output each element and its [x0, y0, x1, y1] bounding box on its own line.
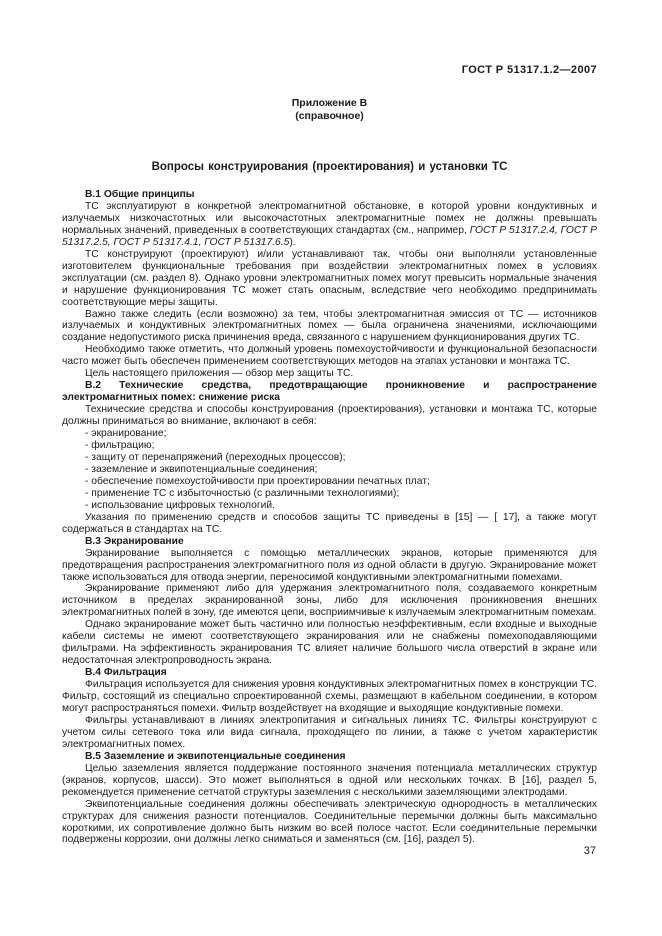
paragraph: Технические средства и способы конструирования (проектирования), установки и монтажа ТС, которые должны приниматься во внимание, включают в себя: [62, 404, 597, 428]
paragraph: Однако экранирование может быть частично или полностью неэффективным, если входные и выходные кабели системы не имеют соответствующего экранирования или не снабжены помехоподавляющими фильтрами. На эффективность экранирования ТС влияет наличие большого числа отверстий в экране или недостаточная электропроводность экрана. [62, 619, 597, 667]
paragraph: Фильтры устанавливают в линиях электропитания и сигнальных линиях ТС. Фильтры конструируют с учетом силы сетевого тока или вида сигнала, проходящего по линии, а также с учетом характеристик электромагнитных помех. [62, 714, 597, 750]
paragraph: Важно также следить (если возможно) за тем, чтобы электромагнитная эмиссия от ТС — источников излучаемых и кондуктивных электромагнитных помех — была ограничена значениями, исключающими создание недопустимого риска причинения вреда, связанного с нарушением функционирования других ТС. [62, 308, 597, 344]
section-heading-b4: В.4 Фильтрация [85, 667, 167, 679]
appendix-block [62, 97, 597, 123]
appendix-note: (справочное) [295, 110, 364, 122]
section-heading-b3: В.3 Экранирование [85, 535, 184, 547]
list-item: - обеспечение помехоустойчивости при проектировании печатных плат; [85, 475, 430, 487]
standard-reference-header: ГОСТ Р 51317.1.2—2007 [461, 64, 597, 76]
list-item: - применение ТС с избыточностью (с различными технологиями); [85, 487, 400, 499]
list-item: - заземление и эквипотенциальные соединения; [85, 463, 318, 475]
section-heading-b5: В.5 Заземление и эквипотенциальные соединения [85, 750, 346, 762]
page-number: 37 [583, 845, 596, 857]
list-item: - фильтрацию; [85, 440, 155, 452]
paragraph: Необходимо также отметить, что должный уровень помехоустойчивости и функциональной безопасности часто может быть обеспечен применением соответствующих методов на этапах установки и монтажа ТС. [62, 344, 597, 368]
paragraph: Экранирование применяют либо для удержания электромагнитного поля, создаваемого конкретным источником в пределах экранированной зоны, либо для исключения проникновения внешних электромагнитных полей в зону, где имеются цепи, восприимчивые к излучаемым электромагнитным помехам. [62, 583, 597, 619]
page-title: Вопросы конструирования (проектирования) и установки ТС [151, 161, 508, 173]
paragraph: Фильтрация используется для снижения уровня кондуктивных электромагнитных помех в конструкции ТС. Фильтр, состоящий из специально спроектированной схемы, размещают в кабельном соединении, в котором могут распространяться помехи. Фильтр воздействует на входящие и выходящие кондуктивные помехи. [62, 679, 597, 714]
appendix-label: Приложение В [291, 97, 368, 109]
paragraph: Целью заземления является поддержание постоянного значения потенциала металлических структур (экранов, корпусов, шасси). Это может выполняться в одной или нескольких точках. В [16], раздел 5, рекомендуется применение сетчатой структуры заземления с несколькими заземляющими электродами. [62, 762, 597, 798]
paragraph: Цель настоящего приложения — обзор мер защиты ТС. [85, 368, 354, 380]
paragraph [62, 201, 597, 249]
paragraph: Указания по применению средств и способов защиты ТС приведены в [15] — [ 17], а также могут содержаться в стандартах на ТС. [62, 511, 597, 535]
paragraph: ТС конструируют (проектируют) и/или устанавливают так, чтобы они выполняли установленные изготовителем функциональные требования при воздействии электромагнитных помех в условиях эксплуатации (см. раздел 8). Однако уровни электромагнитных помех могут превысить нормальные значения и нарушение функционирования ТС может стать опасным, вследствие чего необходимо предпринимать соответствующие меры защиты. [62, 248, 597, 308]
paragraph-text: ). [289, 236, 296, 248]
list-item: - экранирование; [85, 428, 167, 440]
list-item: - использование цифровых технологий. [85, 499, 275, 511]
standard-references: ГОСТ Р 51317.2.4, ГОСТ Р 51317.2.5, ГОСТ Р 51317.4.1, ГОСТ Р 51317.6.5 [62, 224, 597, 248]
list-item: - защиту от перенапряжений (переходных процессов); [85, 451, 346, 463]
paragraph: Эквипотенциальные соединения должны обеспечивать электрическую однородность в металлических структурах для снижения разности потенциалов. Соединительные перемычки должны быть максимально короткими, их сопротивление должно быть низким во всей полосе частот. Если соединительные перемычки подвержены коррозии, они должны легко сниматься и заменяться (см. [16], раздел 5). [62, 798, 597, 846]
section-heading-b2: В.2 Технические средства, предотвращающие проникновение и распространение электромагнитных помех: снижение риска [62, 380, 597, 404]
section-heading-b1: В.1 Общие принципы [85, 189, 195, 200]
document-body [62, 189, 597, 846]
paragraph-text: ТС эксплуатируют в конкретной электромагнитной обстановке, в которой уровни кондуктивных и излучаемых низкочастотных или высокочастотных электромагнитные помех не должны превышать нормальных значений, приведенных в соответствующих стандартах (см., например, [62, 200, 597, 236]
paragraph: Экранирование выполняется с помощью металлических экранов, которые применяются для предотвращения распространения электромагнитного поля из одной области в другую. Экранирование может также использоваться для отвода энергии, переносимой кондуктивными электромагнитными помехами. [62, 547, 597, 583]
